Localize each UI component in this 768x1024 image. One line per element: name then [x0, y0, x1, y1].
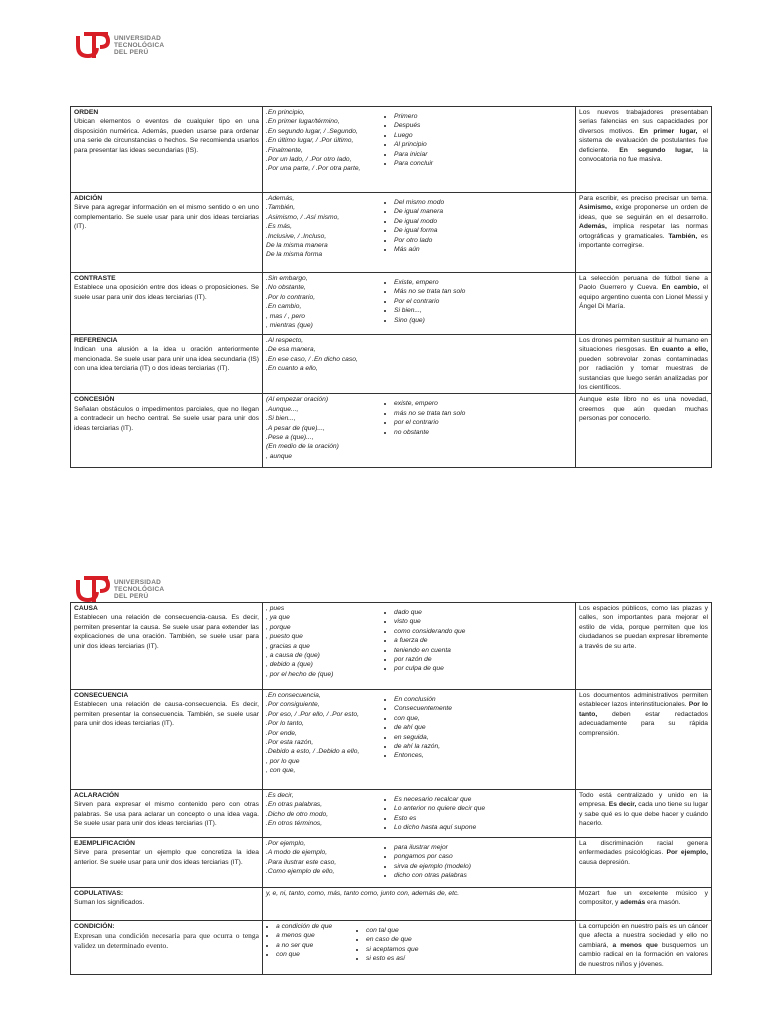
utp-logo-icon [76, 30, 110, 60]
example-connector: Es decir, [608, 801, 637, 809]
example-cell [576, 394, 712, 468]
example-connector: Por lo tanto, [579, 701, 708, 718]
connector-list-primary [266, 839, 384, 877]
connector-list-secondary [384, 395, 465, 437]
example-text: La selección peruana de fútbol tiene a Paolo Guerrero y Cueva. [579, 275, 708, 292]
connector-row [71, 107, 712, 193]
connector-item: .Es más, [266, 223, 293, 231]
category-description: Sirven para expresar el mismo contenido pero con otras palabras. Se usa para aclarar un concepto o una idea vaga. Se suele usar para unir dos ideas terciarias (IT). [74, 801, 259, 828]
example-connector: En cambio, [661, 284, 700, 292]
example-cell [576, 790, 712, 838]
connectors-cell [263, 107, 576, 193]
connectors-cell [263, 273, 576, 335]
connector-bullet-item: • Entonces, [394, 751, 452, 760]
connectors-cell [263, 335, 576, 394]
connector-item: .En cambio, [266, 303, 302, 311]
connector-list-secondary [356, 922, 418, 964]
connector-bullet-item: • en caso de que [366, 935, 418, 944]
connector-bullet-item: • más no se trata tan solo [394, 409, 465, 418]
connector-row [71, 888, 712, 921]
connector-bullet-item: • Para iniciar [394, 150, 433, 159]
connector-item: .En cuanto a ello, [266, 365, 318, 373]
connectors-cell [263, 603, 576, 690]
connector-bullet-item: • De igual forma [394, 226, 444, 235]
connector-bullet-item: • dicho con otras palabras [394, 871, 471, 880]
logo-text: UNIVERSIDAD TECNOLÓGICA DEL PERÚ [114, 578, 165, 600]
connector-bullet-item: • por culpa de que [394, 664, 465, 673]
category-name: CONTRASTE [74, 275, 116, 282]
connector-bullet-item: • dado que [394, 608, 465, 617]
example-text: Los nuevos trabajadores presentaban serias falencias en sus capacidades por diversos motivos. [579, 109, 708, 135]
example-connector: En cuanto a ello, [649, 346, 708, 354]
connector-bullet-item: • Es necesario recalcar que [394, 795, 485, 804]
connector-bullet-item: • Esto es [394, 814, 485, 823]
connector-bullet-item: • en seguida, [394, 733, 452, 742]
connector-item: .Inclusive, / .Incluso, [266, 232, 327, 240]
connector-item: .Es decir, [266, 792, 294, 799]
example-connector: Por ejemplo, [666, 849, 708, 857]
category-description: Establece una oposición entre dos ideas o proposiciones. Se suele usar para unir dos ideas terciarias (IT). [74, 284, 259, 301]
connector-list-primary [266, 604, 384, 679]
connector-item: .Al respecto, [266, 337, 304, 344]
connector-item: .Sin embargo, [266, 275, 308, 282]
connector-bullet-item: • Existe, empero [394, 278, 465, 287]
connector-item: .En ese caso, / .En dicho caso, [266, 355, 358, 363]
connector-bullet-item: • de ahí la razón, [394, 742, 452, 751]
example-cell [576, 888, 712, 921]
connector-item: , puesto que [266, 633, 303, 641]
connector-item: .Asimismo, / .Así mismo, [266, 213, 340, 221]
connector-list-primary [266, 194, 384, 260]
connector-bullet-item: • para ilustrar mejor [394, 843, 471, 852]
example-connector: Además, [579, 223, 607, 231]
category-name: ACLARACIÓN [74, 792, 119, 799]
example-text: Mozart fue un excelente músico y compositor, y [579, 890, 708, 907]
connector-bullet-item: • por razón de [394, 655, 465, 664]
category-name: REFERENCIA [74, 337, 118, 344]
connector-bullet-item: • En conclusión [394, 695, 452, 704]
connectors-table-1 [70, 106, 712, 468]
connector-item: (Al empezar oración) [266, 396, 329, 404]
connector-list-primary [266, 395, 384, 461]
connectors-cell [263, 690, 576, 790]
connectors-cell [263, 193, 576, 273]
connector-bullet-item: • existe, empero [394, 399, 465, 408]
connector-item: .Finalmente, [266, 146, 303, 154]
connector-item: .Aunque..., [266, 405, 299, 413]
connector-bullet-item: • Por otro lado [394, 236, 444, 245]
category-cell [71, 603, 263, 690]
connector-item: , pues [266, 605, 285, 612]
example-connector: Asimismo, [579, 204, 613, 212]
connector-item: .Por ejemplo, [266, 840, 306, 847]
connector-bullet-item: • Al principio [394, 140, 433, 149]
connector-item: , debido a (que) [266, 661, 313, 669]
connector-bullet-item: • si aceptamos que [366, 945, 418, 954]
connector-bullets [384, 399, 465, 437]
connector-list-primary [266, 922, 356, 960]
connector-item: .Dicho de otro modo, [266, 810, 329, 818]
connector-item: .Por un lado, / .Por otro lado, [266, 156, 352, 164]
connector-row [71, 838, 712, 888]
connector-bullet-item: • de ahí que [394, 723, 452, 732]
connector-list-secondary [384, 839, 471, 881]
connector-bullet-item: • como considerando que [394, 627, 465, 636]
connector-item: .Pese a (que)..., [266, 434, 314, 442]
category-description: Ubican elementos o eventos de cualquier tipo en una disposición numérica. Además, pueden usarse para ordenar una serie de circunstancias o hechos. Se recomienda usarlos para presentar las ideas secundarias (IS). [74, 118, 259, 154]
connector-bullet-item: • por el contrario [394, 418, 465, 427]
connector-bullet-item: • Primero [394, 112, 433, 121]
example-text: La discriminación racial genera enfermedades psicológicas. [579, 840, 708, 857]
example-text: implica respetar las normas ortográficas y gramaticales. [579, 223, 708, 240]
connector-bullet-item: • Si bien..., [394, 306, 465, 315]
connector-item: .Por lo tanto, [266, 720, 304, 728]
example-connector: En segundo lugar, [619, 146, 694, 154]
connector-bullet-item: • pongamos por caso [394, 852, 471, 861]
connector-row [71, 690, 712, 790]
connector-bullet-item: • teniendo en cuenta [394, 646, 465, 655]
connector-list-primary [266, 889, 566, 898]
connector-item: .En segundo lugar, / .Segundo, [266, 127, 358, 135]
connector-bullet-item: • Después [394, 121, 433, 130]
connector-list-primary [266, 108, 384, 174]
utp-logo-icon [76, 574, 110, 604]
connector-bullet-item: • si esto es así [366, 954, 418, 963]
example-text: deben estar redactados adecuadamente para su rápida comprensión. [579, 710, 708, 737]
connector-bullet-item: • Luego [394, 131, 433, 140]
logo-text: UNIVERSIDAD TECNOLÓGICA DEL PERÚ [114, 34, 165, 56]
connector-bullet-item: • visto que [394, 617, 465, 626]
example-cell [576, 921, 712, 975]
example-cell [576, 273, 712, 335]
connector-item: , por lo que [266, 757, 300, 765]
connectors-cell [263, 790, 576, 838]
example-text: Los espacios públicos, como las plazas y calles, son importantes para mejorar el estilo de vida, porque permiten que los ciudadanos se puedan expresar libremente a través de su arte. [579, 605, 708, 650]
example-text: pueden sobrevolar zonas contaminadas por radiación y tomar muestras de sustancias que luego serán analizadas por los científicos. [579, 355, 708, 392]
connector-bullet-item: • a condición de que [276, 922, 356, 931]
connector-item: .En principio, [266, 109, 305, 116]
example-text: era masón. [645, 899, 681, 907]
connector-item: , gracias a que [266, 642, 310, 650]
connector-item: .Debido a esto, / .Debido a ello, [266, 748, 360, 756]
category-cell [71, 394, 263, 468]
connector-row [71, 603, 712, 690]
connector-bullet-item: • no obstante [394, 428, 465, 437]
connector-bullet-item: • Para concluir [394, 159, 433, 168]
example-text: exige proponerse un orden de ideas, que se seguirán en el desarrollo. [579, 204, 708, 221]
example-connector: a menos que [612, 941, 658, 949]
connector-row [71, 273, 712, 335]
connector-item: .No obstante, [266, 284, 306, 292]
connector-row [71, 921, 712, 975]
connector-bullet-item: • a no ser que [276, 941, 356, 950]
example-connector: además [620, 899, 646, 907]
example-text: Los documentos administrativos permiten establecer lazos interinstitucionales. [579, 692, 708, 709]
category-description: Establecen una relación de consecuencia-causa. Es decir, permiten presentar la causa. Se suele usar para extender las explicaciones de una oración. También, se suele usar para unir dos ideas terciarias (IT). [74, 614, 259, 650]
category-description: Señalan obstáculos o impedimentos parciales, que no llegan a contradecir un hecho central. Se suele usar para unir dos ideas terciarias (IT). [74, 405, 259, 432]
connector-bullet-item: • Del mismo modo [394, 198, 444, 207]
category-cell [71, 335, 263, 394]
connector-item: De la misma forma [266, 251, 323, 259]
connector-item: , ya que [266, 614, 290, 622]
connector-row [71, 193, 712, 273]
connector-item: , mas / , pero [266, 312, 306, 320]
category-cell [71, 921, 263, 975]
connectors-cell [263, 394, 576, 468]
example-cell [576, 335, 712, 394]
connector-list-secondary [384, 108, 433, 168]
utp-logo [76, 30, 164, 60]
example-cell [576, 193, 712, 273]
example-cell [576, 838, 712, 888]
connector-item: .En primer lugar/término, [266, 118, 340, 126]
connector-list-secondary [384, 194, 444, 254]
connector-row [71, 394, 712, 468]
connector-bullet-item: • con que [276, 950, 356, 959]
connector-item: .Si bien..., [266, 415, 296, 423]
connector-list-primary [266, 336, 566, 374]
connector-bullets [384, 112, 433, 168]
connector-list-primary [266, 274, 384, 330]
connector-item: .Por ende, [266, 729, 297, 737]
connector-item: (En medio de la oración) [266, 443, 339, 451]
category-cell [71, 838, 263, 888]
connector-bullets [384, 843, 471, 881]
example-cell [576, 690, 712, 790]
example-connector: También, [668, 232, 698, 240]
category-cell [71, 273, 263, 335]
connector-item: .Por esta razón, [266, 739, 314, 747]
connector-bullet-item: • De igual modo [394, 217, 444, 226]
example-text: Aunque este libro no es una novedad, creemos que aún quedan muchas personas por conocerlo. [579, 396, 708, 423]
connector-item: .A modo de ejemplo, [266, 849, 328, 857]
category-name: COPULATIVAS: [74, 890, 124, 897]
example-text: Para escribir, es preciso precisar un tema. [579, 195, 708, 202]
example-connector: En primer lugar, [639, 127, 698, 135]
category-name: ORDEN [74, 109, 99, 116]
example-text: causa depresión. [579, 858, 630, 866]
category-description: Indican una alusión a la idea u oración anteriormente mencionada. Se suele usar para unir una idea secundaria (IS) con una idea terciaria (IT) o dos ideas terciarias (IT). [74, 346, 259, 373]
connector-item: .También, [266, 204, 296, 212]
category-description: Suman los significados. [74, 899, 145, 907]
connectors-cell [263, 838, 576, 888]
category-cell [71, 107, 263, 193]
connector-list-secondary [384, 691, 452, 761]
example-text: cada uno tiene su lugar y sabe qué es lo que debe hacer y cuándo hacerlo. [579, 801, 708, 828]
category-name: EJEMPLIFICACIÓN [74, 840, 135, 847]
category-cell [71, 790, 263, 838]
connector-bullets [384, 795, 485, 833]
connector-item: y, e, ni, tanto, como, más, tanto como, junto con, además de, etc. [266, 890, 460, 897]
connectors-cell [263, 888, 576, 921]
connector-bullets [356, 926, 418, 964]
connector-item: .Además, [266, 195, 295, 202]
connector-item: , por el hecho de (que) [266, 670, 334, 678]
connector-item: .Por lo contrario, [266, 293, 316, 301]
connector-item: .Por consiguiente, [266, 701, 320, 709]
example-text: la convocatoria no fue masiva. [579, 146, 708, 164]
connector-bullets [384, 695, 452, 761]
connector-bullet-item: • Más aún [394, 245, 444, 254]
connector-list-primary [266, 791, 384, 829]
connector-bullet-item: • Consecuentemente [394, 704, 452, 713]
connector-list-secondary [384, 791, 485, 833]
connector-bullets [384, 198, 444, 254]
category-cell [71, 888, 263, 921]
example-cell [576, 603, 712, 690]
connector-bullet-item: • Por el contrario [394, 297, 465, 306]
connector-item: .Por eso, / .Por ello, / .Por esto, [266, 710, 359, 718]
utp-logo [76, 574, 164, 604]
connectors-cell [263, 921, 576, 975]
page-2 [0, 560, 768, 1024]
connector-bullet-item: • Sino (que) [394, 316, 465, 325]
connector-item: , con que, [266, 767, 296, 775]
connector-item: .Por una parte, / .Por otra parte, [266, 165, 361, 173]
connector-bullet-item: • a menos que [276, 931, 356, 940]
connector-bullets [384, 278, 465, 325]
category-name: CONCESIÓN [74, 396, 115, 404]
example-text: busquemos un cambio radical en la formación en valores de nuestros niños y jóvenes. [579, 941, 708, 968]
connector-item: .De esa manera, [266, 346, 316, 354]
category-cell [71, 690, 263, 790]
connector-item: De la misma manera [266, 242, 328, 250]
category-description: Sirve para presentar un ejemplo que concretiza la idea anterior. Se suele usar para unir dos ideas terciarias (IT). [74, 849, 259, 866]
connector-bullets [384, 608, 465, 674]
connector-item: .En otras palabras, [266, 801, 323, 809]
connector-item: .Como ejemplo de ello, [266, 868, 335, 876]
example-cell [576, 107, 712, 193]
connector-item: , aunque [266, 452, 293, 460]
connectors-table-2 [70, 602, 712, 975]
example-text: Todo está centralizado y unido en la empresa. [579, 792, 708, 809]
connector-item: , a causa de (que) [266, 652, 320, 660]
connector-item: , porque [266, 623, 291, 631]
category-name: CONDICIÓN: [74, 923, 115, 930]
connector-bullet-item: • con que, [394, 714, 452, 723]
category-name: CAUSA [74, 605, 98, 612]
connector-bullet-item: • a fuerza de [394, 636, 465, 645]
connector-list-primary [266, 691, 384, 776]
category-cell [71, 193, 263, 273]
category-name: CONSECUENCIA [74, 692, 129, 699]
connector-item: .A pesar de (que)..., [266, 424, 325, 432]
connector-item: , mientras (que) [266, 322, 313, 330]
connector-bullets [266, 922, 356, 960]
connector-bullet-item: • Lo dicho hasta aquí supone [394, 823, 485, 832]
connector-item: .En otros términos, [266, 820, 323, 828]
example-text: Los drones permiten sustituir al humano en situaciones riesgosas. [579, 337, 708, 354]
connector-item: .Para ilustrar este caso, [266, 858, 337, 866]
connector-row [71, 790, 712, 838]
connector-bullet-item: • Lo anterior no quiere decir que [394, 804, 485, 813]
example-text: el sistema de evaluación de postulantes fue deficiente. [579, 127, 708, 154]
connector-bullet-item: • Más no se trata tan solo [394, 287, 465, 296]
connector-bullet-item: • sirva de ejemplo (modelo) [394, 862, 471, 871]
category-name: ADICIÓN [74, 195, 103, 202]
category-description: Expresan una condición necesaria para que ocurra o tenga validez un determinado evento. [74, 931, 259, 950]
connector-item: .En último lugar, / .Por último, [266, 137, 354, 145]
connector-list-secondary [384, 274, 465, 325]
example-text: La corrupción en nuestro país es un cáncer que afecta a nuestra sociedad y ello no cambiará, [579, 923, 708, 949]
connector-bullet-item: • De igual manera [394, 207, 444, 216]
category-description: Establecen una relación de causa-consecuencia. Es decir, permiten presentar la consecuencia. También, se suele usar para unir dos ideas terciarias (IT). [74, 701, 259, 728]
category-description: Sirve para agregar información en el mismo sentido o en uno complementario. Se suele usar para unir dos ideas terciarias (IT). [74, 204, 259, 231]
connector-list-secondary [384, 604, 465, 674]
connector-row [71, 335, 712, 394]
connector-bullet-item: • con tal que [366, 926, 418, 935]
connector-item: .En consecuencia, [266, 692, 321, 699]
example-text: es importante corregirse. [579, 232, 708, 250]
example-text: el equipo argentino cuenta con Lionel Messi y Ángel Di María. [579, 284, 708, 311]
